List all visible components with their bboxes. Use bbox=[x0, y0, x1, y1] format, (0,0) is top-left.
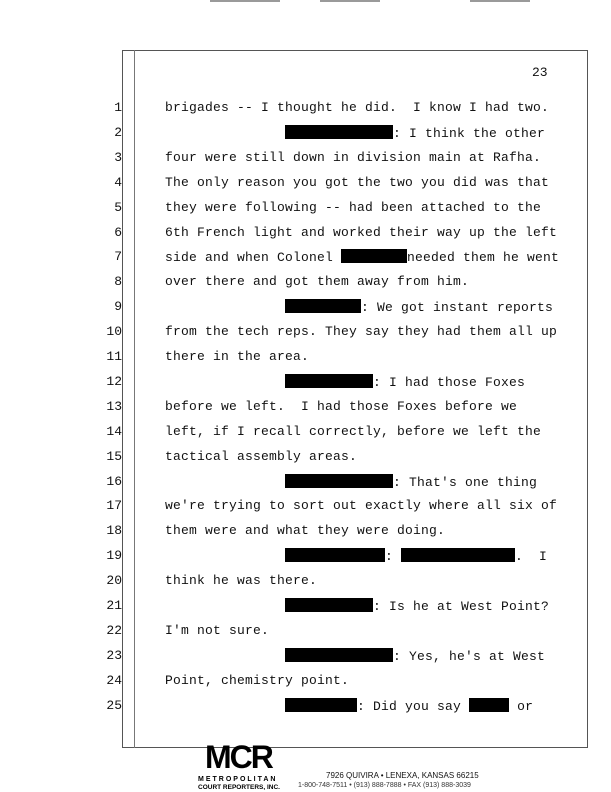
company-logo: MCR bbox=[205, 739, 272, 775]
line-number: 2 bbox=[114, 124, 122, 140]
line-number: 7 bbox=[114, 249, 122, 265]
transcript-line bbox=[165, 324, 557, 339]
transcript-line bbox=[165, 573, 317, 588]
transcript-line bbox=[165, 623, 269, 638]
line-number: 22 bbox=[106, 622, 122, 638]
company-phone: 1-800-748-7511 • (913) 888-7888 • FAX (913) 888-3039 bbox=[298, 782, 471, 789]
line-number-margin bbox=[134, 50, 135, 748]
redaction-block bbox=[285, 698, 357, 712]
footer bbox=[0, 738, 611, 792]
line-number: 5 bbox=[114, 199, 122, 215]
line-number: 21 bbox=[106, 598, 122, 613]
line-number: 14 bbox=[106, 423, 122, 439]
line-text-segment bbox=[165, 475, 285, 490]
transcript-line bbox=[165, 225, 557, 240]
line-text-segment: . I bbox=[515, 549, 548, 565]
scan-artifact bbox=[470, 0, 530, 2]
line-text-segment: before we left. I had those Foxes before we bbox=[165, 398, 518, 414]
line-number: 10 bbox=[106, 324, 122, 340]
line-text-segment: : I had those Foxes bbox=[373, 374, 526, 390]
line-text-segment bbox=[165, 549, 285, 564]
line-number: 20 bbox=[106, 573, 122, 589]
transcript-line bbox=[165, 299, 553, 315]
transcript-line bbox=[165, 374, 525, 390]
line-text-segment: The only reason you got the two you did was that bbox=[165, 174, 550, 190]
line-number: 19 bbox=[106, 548, 122, 564]
transcript-line bbox=[165, 648, 545, 664]
transcript-line bbox=[165, 399, 517, 414]
line-number: 23 bbox=[106, 647, 122, 663]
line-number: 15 bbox=[106, 448, 122, 464]
line-text-segment: needed them he went bbox=[407, 250, 560, 266]
line-text-segment bbox=[165, 599, 285, 614]
transcript-line bbox=[165, 349, 309, 364]
line-text-segment: left, if I recall correctly, before we left the bbox=[165, 423, 542, 439]
redaction-block bbox=[285, 648, 393, 662]
redaction-block bbox=[401, 548, 515, 562]
redaction-block bbox=[285, 548, 385, 562]
transcript-line bbox=[165, 598, 549, 614]
line-number: 18 bbox=[106, 523, 122, 539]
line-text-segment: I'm not sure. bbox=[165, 622, 270, 638]
transcript-line bbox=[165, 673, 349, 688]
line-text-segment: side and when Colonel bbox=[165, 250, 342, 266]
transcript-line bbox=[165, 449, 357, 464]
line-text-segment: : Did you say bbox=[357, 698, 470, 714]
line-text-segment: Point, chemistry point. bbox=[165, 672, 350, 688]
redaction-block bbox=[469, 698, 509, 712]
line-number: 3 bbox=[114, 149, 122, 165]
transcript-line bbox=[165, 424, 541, 439]
line-text-segment: we're trying to sort out exactly where all six of bbox=[165, 498, 558, 514]
line-text-segment: brigades -- I thought he did. I know I had two. bbox=[165, 100, 550, 115]
line-number: 8 bbox=[114, 274, 122, 290]
transcript-line bbox=[165, 548, 547, 564]
line-text-segment: tactical assembly areas. bbox=[165, 448, 358, 464]
redaction-block bbox=[285, 598, 373, 612]
line-number: 1 bbox=[114, 100, 122, 115]
redaction-block bbox=[285, 125, 393, 139]
line-text-segment: 6th French light and worked their way up the left bbox=[165, 224, 558, 240]
transcript-line bbox=[165, 474, 537, 490]
redaction-block bbox=[285, 374, 373, 388]
transcript-line bbox=[165, 100, 549, 115]
line-text-segment: : Yes, he's at West bbox=[393, 648, 546, 664]
transcript-line bbox=[165, 200, 541, 215]
line-text-segment: there in the area. bbox=[165, 349, 310, 364]
transcript-line bbox=[165, 249, 559, 265]
transcript-line bbox=[165, 523, 445, 538]
line-text-segment: : That's one thing bbox=[393, 474, 538, 490]
transcript-line bbox=[165, 175, 549, 190]
transcript-line bbox=[165, 498, 557, 513]
line-number: 25 bbox=[106, 697, 122, 713]
company-name-line1: METROPOLITAN bbox=[198, 776, 278, 783]
company-name-line2: COURT REPORTERS, INC. bbox=[198, 784, 280, 791]
line-number: 11 bbox=[106, 349, 122, 364]
transcript-line bbox=[165, 698, 533, 714]
line-number: 24 bbox=[106, 672, 122, 688]
line-number: 6 bbox=[114, 224, 122, 240]
line-text-segment bbox=[165, 375, 285, 390]
company-address: 7926 QUIVIRA • LENEXA, KANSAS 66215 bbox=[326, 771, 479, 780]
line-number: 16 bbox=[106, 473, 122, 489]
line-number: 12 bbox=[106, 373, 122, 389]
line-number: 13 bbox=[106, 398, 122, 414]
line-number: 17 bbox=[106, 498, 122, 514]
transcript-line bbox=[165, 274, 469, 289]
line-text-segment: or bbox=[509, 698, 534, 714]
page-number: 23 bbox=[532, 65, 548, 80]
scan-artifact bbox=[320, 0, 380, 2]
line-number: 9 bbox=[114, 299, 122, 315]
line-text-segment: think he was there. bbox=[165, 573, 318, 589]
scan-artifact bbox=[210, 0, 280, 2]
redaction-block bbox=[341, 249, 407, 263]
line-text-segment: four were still down in division main at Rafha. bbox=[165, 149, 542, 165]
line-text-segment bbox=[165, 699, 285, 714]
line-text-segment: they were following -- had been attached to the bbox=[165, 199, 542, 215]
redaction-block bbox=[285, 474, 393, 488]
transcript-line bbox=[165, 125, 545, 141]
line-text-segment bbox=[165, 649, 285, 664]
line-text-segment: : Is he at West Point? bbox=[373, 599, 550, 614]
line-text-segment: from the tech reps. They say they had them all up bbox=[165, 324, 558, 340]
line-text-segment: : I think the other bbox=[393, 125, 546, 141]
redaction-block bbox=[285, 299, 361, 313]
line-text-segment: over there and got them away from him. bbox=[165, 274, 470, 290]
line-number: 4 bbox=[114, 174, 122, 190]
transcript-line bbox=[165, 150, 541, 165]
line-text-segment: them were and what they were doing. bbox=[165, 523, 446, 539]
line-text-segment bbox=[165, 300, 285, 315]
line-text-segment: : bbox=[385, 549, 402, 565]
line-text-segment: : We got instant reports bbox=[361, 300, 554, 316]
line-text-segment bbox=[165, 126, 285, 141]
